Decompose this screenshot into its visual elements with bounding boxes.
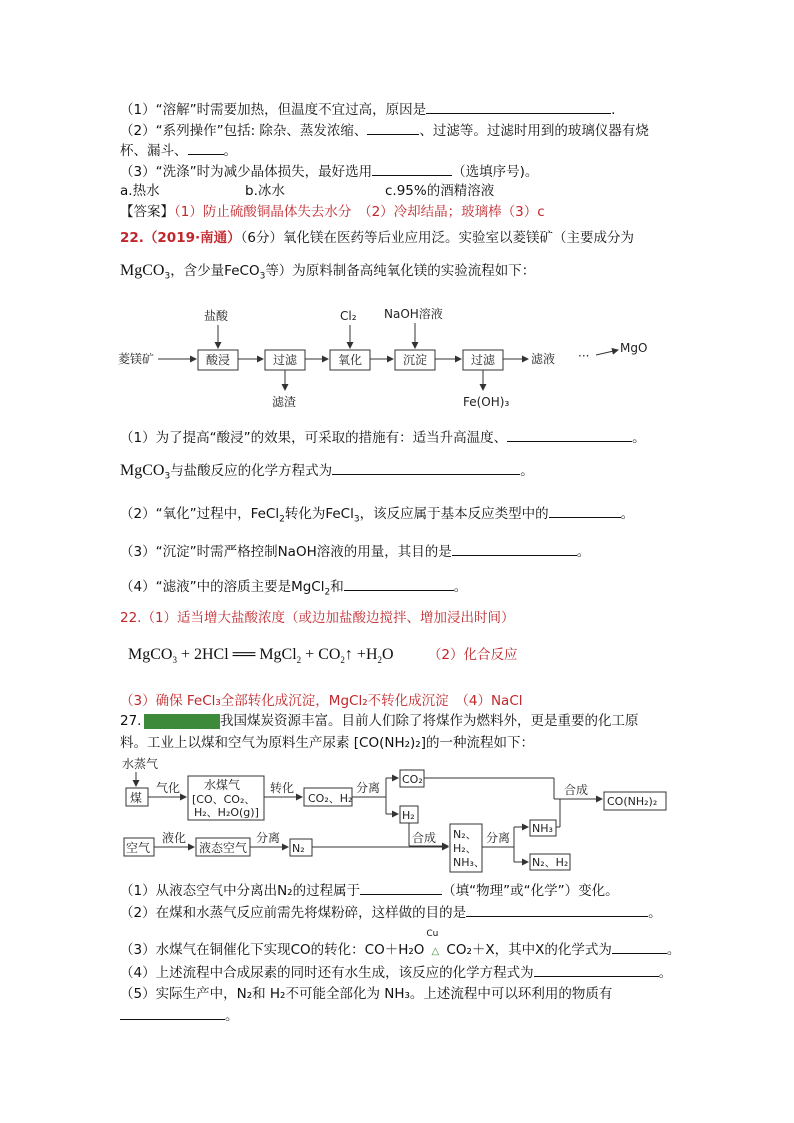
q22-sub1: （1）为了提高“酸浸”的效果，可采取的措施有：适当升高温度、 。	[120, 427, 646, 447]
flow-step3-in: Cl₂	[340, 309, 357, 323]
svg-text:分离: 分离	[486, 831, 511, 845]
q21-options	[120, 182, 495, 200]
svg-text:NH₃、: NH₃、	[453, 856, 485, 869]
svg-text:[CO、CO₂、: [CO、CO₂、	[192, 793, 256, 806]
svg-text:CO₂、H₂: CO₂、H₂	[308, 792, 353, 805]
svg-text:空气: 空气	[126, 841, 151, 855]
q27-intro-cont: 料。工业上以煤和空气为原料生产尿素 [CO(NH₂)₂]的一种流程如下：	[120, 735, 534, 751]
q22-intro-cont: MgCO$_3$，含少量FeCO$_3$等）为原料制备高纯氧化镁的实验流程如下：	[120, 262, 536, 282]
q22-sub4: （4）“滤液”中的溶质主要是MgCl$_2$和 。	[120, 576, 467, 602]
blank[interactable]	[534, 962, 659, 977]
q22-intro: 22.（2019·南通）（6分）氧化镁在医药等后业应用泛。实验室以菱镁矿（主要成分为	[120, 230, 634, 246]
blank[interactable]	[120, 1005, 225, 1020]
q27-sub5-cont: 。	[120, 1005, 239, 1025]
svg-text:水煤气: 水煤气	[204, 778, 241, 792]
q22-answer3: （3）确保 FeCl₃全部转化成沉淀，MgCl₂不转化成沉淀 （4）NaCl	[120, 693, 523, 709]
svg-text:NH₃: NH₃	[532, 822, 553, 835]
heat-symbol: △	[431, 946, 440, 957]
svg-text:过滤: 过滤	[273, 353, 298, 367]
svg-text:H₂: H₂	[402, 809, 415, 822]
q27-sub2: （2）在煤和水蒸气反应前需先将煤粉碎，这样做的目的是 。	[120, 902, 662, 922]
highlight-mask: （2019·南通）	[144, 715, 220, 729]
flow-step2-out: 滤渣	[272, 395, 297, 409]
blank[interactable]	[360, 880, 442, 895]
q27-intro: 27. （2019·南通）我国煤炭资源丰富。目前人们除了将煤作为燃料外，更是重要的化工原	[120, 713, 639, 729]
q21-part2-cont: 杯、漏斗、 。	[120, 140, 237, 160]
q27-sub1: （1）从液态空气中分离出N₂的过程属于 （填“物理”或“化学”）变化。	[120, 880, 619, 900]
q22-sub1b: MgCO$_3$与盐酸反应的化学方程式为 。	[120, 462, 534, 482]
blank[interactable]	[426, 99, 611, 114]
flow-step4-in: NaOH溶液	[384, 307, 443, 321]
svg-text:N₂: N₂	[292, 842, 305, 855]
svg-text:液态空气: 液态空气	[199, 841, 248, 855]
q21-part3: （3）“洗涤”时为减少晶体损失，最好选用 （选填序号)。	[120, 161, 538, 181]
q22-answer-equation: MgCO$_3$ + 2HCl ══ MgCl$_2$ + $CO_2↑ +H_2O$ （2）化合反应	[128, 646, 518, 666]
q21-answer: 【答案】（1）防止硫酸铜晶体失去水分 （2）冷却结晶；玻璃棒（3）c	[120, 204, 545, 220]
blank[interactable]	[344, 576, 454, 591]
svg-text:N₂、: N₂、	[453, 828, 477, 841]
svg-text:N₂、H₂: N₂、H₂	[532, 856, 569, 869]
q21-part1: （1）“溶解”时需要加热，但温度不宜过高，原因是 .	[120, 99, 615, 119]
blank[interactable]	[372, 161, 452, 176]
svg-text:沉淀: 沉淀	[403, 353, 428, 367]
svg-text:过滤: 过滤	[471, 353, 496, 367]
blank[interactable]	[188, 140, 224, 155]
blank[interactable]	[452, 541, 577, 556]
q22-flowchart	[118, 300, 678, 415]
q27-sub4: （4）上述流程中合成尿素的同时还有水生成，该反应的化学方程式为 。	[120, 962, 672, 982]
flow-tail: 滤液	[531, 352, 556, 366]
q27-flowchart	[118, 752, 678, 877]
svg-text:合成: 合成	[412, 831, 437, 845]
blank[interactable]	[549, 503, 621, 518]
flow-dots: ···	[578, 349, 590, 363]
blank[interactable]	[507, 427, 632, 442]
svg-text:煤: 煤	[130, 791, 143, 805]
option-a: a.热水	[120, 183, 160, 199]
catalyst-label: Cu	[426, 929, 439, 939]
svg-text:H₂、H₂O(g)]: H₂、H₂O(g)]	[194, 806, 259, 819]
svg-text:气化: 气化	[156, 781, 181, 795]
flow-step5-out: Fe(OH)₃	[463, 395, 510, 409]
blank[interactable]	[612, 939, 667, 954]
q21-part2: （2）“系列操作”包括: 除杂、蒸发浓缩、 、过滤等。过滤时用到的玻璃仪器有烧	[120, 120, 649, 140]
svg-text:转化: 转化	[270, 781, 295, 795]
q27-sub3: （3）水煤气在铜催化下实现CO的转化：CO＋H₂O Cu △ CO₂＋X，其中X的化学式为 。	[120, 939, 680, 961]
svg-text:酸浸: 酸浸	[206, 353, 231, 367]
svg-text:CO(NH₂)₂: CO(NH₂)₂	[607, 795, 658, 808]
svg-text:H₂、: H₂、	[453, 842, 477, 855]
blank[interactable]	[332, 460, 520, 475]
svg-text:合成: 合成	[564, 783, 589, 797]
blank[interactable]	[466, 902, 648, 917]
flow-step1-in: 盐酸	[204, 309, 229, 323]
blank[interactable]	[367, 120, 419, 135]
svg-text:CO₂: CO₂	[402, 773, 423, 786]
option-b: b.冰水	[245, 183, 285, 199]
svg-text:液化: 液化	[162, 831, 187, 845]
svg-text:分离: 分离	[256, 831, 281, 845]
svg-text:水蒸气: 水蒸气	[122, 757, 159, 771]
option-c: c.95%的酒精溶液	[385, 183, 495, 199]
q22-answer1: 22.（1）适当增大盐酸浓度（或边加盐酸边搅拌、增加浸出时间）	[120, 610, 515, 626]
q22-sub2: （2）“氧化”过程中，FeCl$_2$转化为FeCl$_3$，该反应属于基本反应类型中的 。	[120, 503, 634, 529]
svg-text:氧化: 氧化	[338, 353, 363, 367]
q22-sub3: （3）“沉淀”时需严格控制NaOH溶液的用量，其目的是 。	[120, 541, 590, 561]
flow-start: 菱镁矿	[118, 352, 155, 366]
q27-sub5: （5）实际生产中，N₂和 H₂不可能全部化为 NH₃。上述流程中可以环利用的物质有	[120, 986, 613, 1002]
svg-text:分离: 分离	[356, 781, 381, 795]
flow-end: MgO	[620, 341, 648, 355]
